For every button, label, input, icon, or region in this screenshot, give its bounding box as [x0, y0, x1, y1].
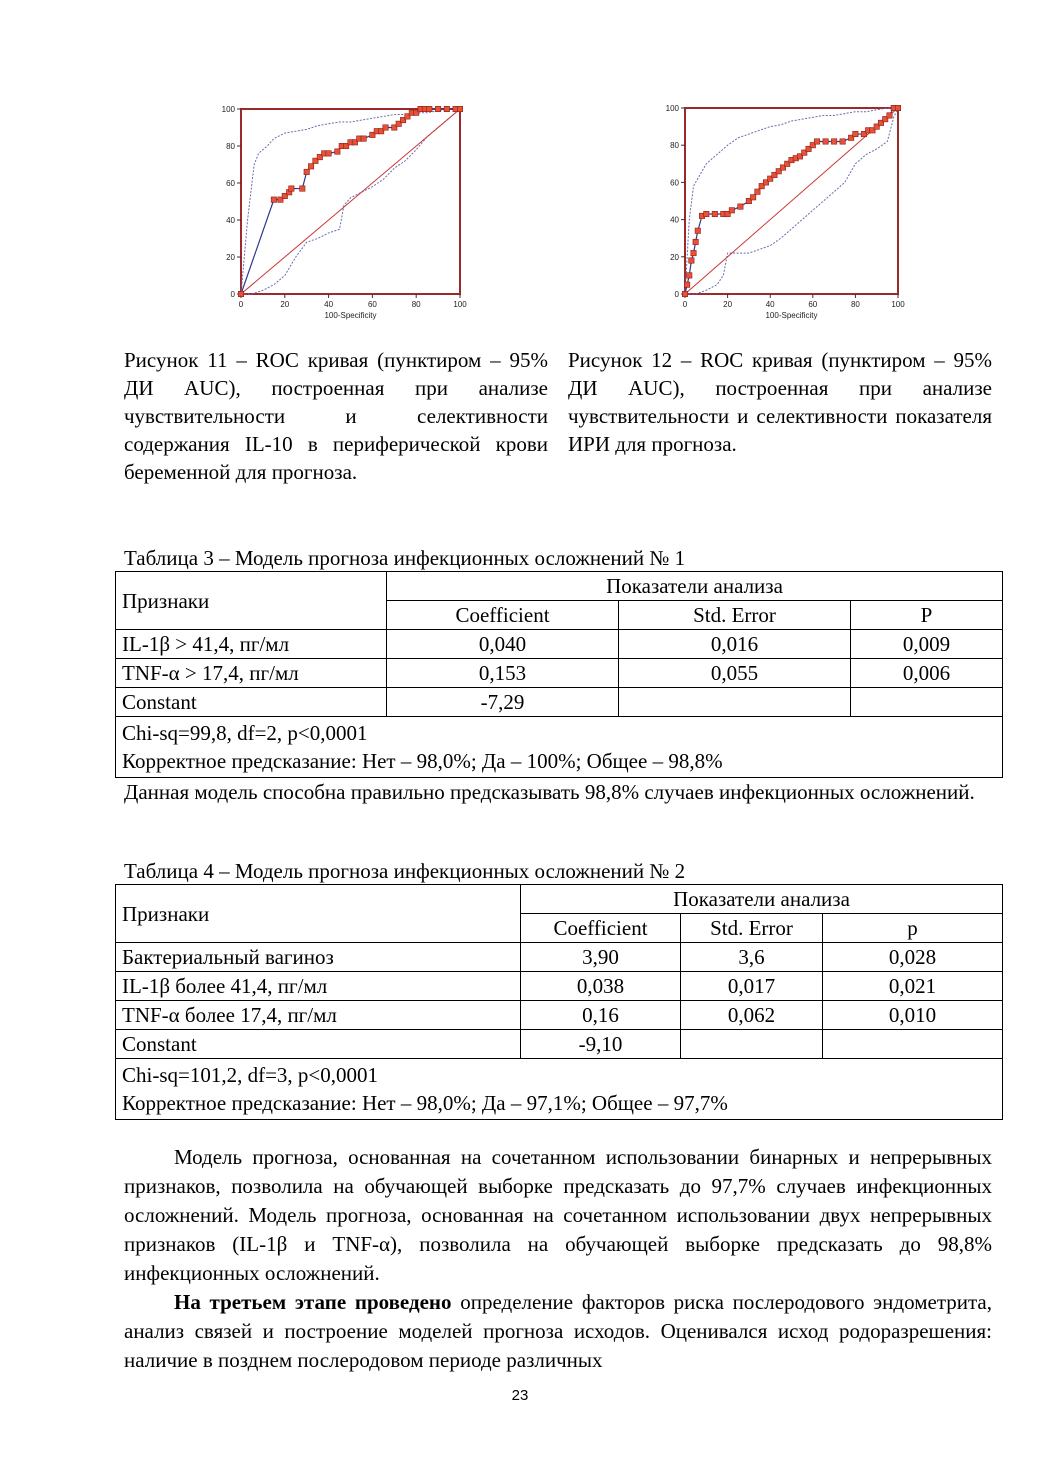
- col-header-std-error: Std. Error: [681, 914, 823, 943]
- table-cell: [823, 1030, 1003, 1059]
- y-tick-label: 100: [665, 104, 679, 113]
- table-3-caption: Таблица 3 – Модель прогноза инфекционных осложнений № 1: [124, 546, 686, 570]
- table-footer-prediction: Корректное предсказание: Нет – 98,0%; Да – 100%; Общее – 98,8%: [122, 749, 723, 773]
- table-cell: TNF-α более 17,4, пг/мл: [116, 1001, 521, 1030]
- col-header-p: p: [823, 914, 1003, 943]
- table-3-conclusion: Данная модель способна правильно предсказывать 98,8% случаев инфекционных осложнений.: [124, 780, 975, 804]
- row-header-cell: Признаки: [116, 885, 521, 943]
- table-row: [116, 1001, 1003, 1030]
- table-cell: 0,021: [823, 972, 1003, 1001]
- y-tick-label: 100: [221, 105, 235, 114]
- roc-point: [444, 106, 449, 111]
- y-tick-label: 80: [670, 141, 679, 151]
- table-cell: 0,006: [851, 659, 1003, 688]
- y-tick-label: 60: [226, 179, 235, 188]
- roc-point: [750, 195, 755, 200]
- table-cell: [619, 688, 851, 717]
- x-tick-label: 80: [411, 300, 421, 309]
- roc-point: [335, 149, 340, 154]
- x-tick-label: 0: [238, 300, 244, 309]
- roc-point: [691, 250, 696, 255]
- table-cell: Бактериальный вагиноз: [116, 943, 521, 972]
- table-cell: [851, 688, 1003, 717]
- roc-point: [695, 228, 700, 233]
- roc-point: [712, 211, 717, 216]
- roc-point: [895, 105, 900, 110]
- table-cell: -7,29: [387, 688, 619, 717]
- col-header-p: P: [851, 601, 1003, 630]
- x-tick-label: 80: [850, 300, 860, 309]
- x-tick-label: 60: [367, 300, 377, 309]
- roc-point: [823, 139, 828, 144]
- table-4: [115, 884, 1003, 1120]
- roc-point: [682, 291, 687, 296]
- figure-12-caption: Рисунок 12 – ROC кривая (пунктиром – 95% ДИ AUC), построенная при анализе чувствительности и селективности показателя ИРИ для прогноза.: [568, 348, 992, 456]
- table-cell: 3,90: [521, 943, 681, 972]
- y-tick-label: 60: [670, 178, 679, 188]
- table-cell: 0,016: [619, 630, 851, 659]
- table-row: [116, 972, 1003, 1001]
- roc-point: [689, 258, 694, 263]
- x-tick-label: 20: [280, 300, 290, 309]
- x-tick-label: 40: [324, 300, 334, 309]
- y-tick-label: 20: [670, 252, 679, 262]
- roc-point: [427, 106, 432, 111]
- table-row: [116, 1030, 1003, 1059]
- roc-point: [435, 106, 440, 111]
- table-cell: -9,10: [521, 1030, 681, 1059]
- table-row: [116, 688, 1003, 717]
- table-cell: 0,028: [823, 943, 1003, 972]
- x-tick-label: 0: [682, 300, 688, 309]
- y-tick-label: 80: [226, 142, 235, 151]
- col-header-coefficient: Coefficient: [387, 601, 619, 630]
- roc-point: [831, 139, 836, 144]
- table-row: [116, 630, 1003, 659]
- table-header-row: [116, 885, 1003, 914]
- roc-point: [361, 136, 366, 141]
- roc-point: [853, 131, 858, 136]
- x-tick-label: 100: [453, 300, 467, 309]
- roc-chart-figure-12: [650, 92, 915, 332]
- paragraph-lead-bold: На третьем этапе проведено: [174, 1290, 452, 1314]
- roc-point: [755, 189, 760, 194]
- roc-point: [300, 186, 305, 191]
- table-footer-row: [116, 717, 1003, 778]
- group-header-cell: Показатели анализа: [521, 885, 1003, 914]
- roc-point: [814, 139, 819, 144]
- roc-point: [687, 273, 692, 278]
- x-tick-label: 60: [808, 300, 818, 309]
- table-cell: 0,16: [521, 1001, 681, 1030]
- table-cell: IL-1β более 41,4, пг/мл: [116, 972, 521, 1001]
- y-tick-label: 40: [226, 216, 235, 225]
- x-tick-label: 20: [723, 300, 733, 309]
- table-footer-row: [116, 1059, 1003, 1120]
- x-axis-label: 100-Specificity: [765, 311, 818, 320]
- table-cell: TNF-α > 17,4, пг/мл: [116, 659, 387, 688]
- roc-point: [308, 164, 313, 169]
- x-tick-label: 100: [891, 300, 905, 309]
- roc-point: [289, 186, 294, 191]
- col-header-coefficient: Coefficient: [521, 914, 681, 943]
- table-4-caption: Таблица 4 – Модель прогноза инфекционных осложнений № 2: [124, 859, 686, 883]
- roc-point: [693, 239, 698, 244]
- y-tick-label: 0: [674, 290, 679, 299]
- table-cell: IL-1β > 41,4, пг/мл: [116, 630, 387, 659]
- table-footer-chi-sq: Chi-sq=101,2, df=3, p<0,0001: [122, 1063, 379, 1087]
- roc-point: [238, 291, 243, 296]
- table-cell: 0,055: [619, 659, 851, 688]
- table-footer-prediction: Корректное предсказание: Нет – 98,0%; Да – 97,1%; Общее – 97,7%: [122, 1091, 728, 1115]
- table-cell: 0,038: [521, 972, 681, 1001]
- table-footer-chi-sq: Chi-sq=99,8, df=2, p<0,0001: [122, 721, 368, 745]
- roc-point: [271, 197, 276, 202]
- x-axis-label: 100-Specificity: [324, 311, 377, 320]
- roc-point: [457, 106, 462, 111]
- roc-point: [840, 139, 845, 144]
- roc-point: [304, 169, 309, 174]
- roc-point: [326, 151, 331, 156]
- body-paragraph-2: [124, 1288, 992, 1375]
- col-header-std-error: Std. Error: [619, 601, 851, 630]
- y-tick-label: 0: [230, 290, 235, 299]
- roc-point: [738, 204, 743, 209]
- table-header-row: [116, 572, 1003, 601]
- table-cell: Constant: [116, 1030, 521, 1059]
- body-paragraph-1: Модель прогноза, основанная на сочетанном использовании бинарных и непрерывных признаков, позволила на обучающей выборке предсказать до 97,7% случаев инфекционных осложнений. Модель прогноза, основанная на сочетанном использовании двух непрерывных признаков (IL-1β и TNF-α), позволила на обучающей выборке предсказать до 98,8% инфекционных осложнений.: [124, 1145, 992, 1285]
- row-header-cell: Признаки: [116, 572, 387, 630]
- roc-point: [729, 208, 734, 213]
- table-cell: 0,010: [823, 1001, 1003, 1030]
- table-cell: [681, 1030, 823, 1059]
- paragraph-text: определение факторов риска послеродового эндометрита, анализ связей и построение моделей прогноза исходов. Оценивался исход родоразрешения: наличие в позднем послеродовом периоде различных: [124, 1290, 992, 1372]
- page-number: 23: [511, 1387, 529, 1404]
- table-footer-cell: [116, 717, 1003, 778]
- roc-point: [684, 282, 689, 287]
- roc-point: [704, 211, 709, 216]
- y-tick-label: 40: [670, 215, 679, 225]
- table-cell: 0,040: [387, 630, 619, 659]
- figure-11-caption: Рисунок 11 – ROC кривая (пунктиром – 95% ДИ AUC), построенная при анализе чувствительности и селективности содержания IL-10 в периферической крови беременной для прогноза.: [124, 348, 548, 484]
- roc-chart-figure-11: [205, 92, 480, 332]
- table-footer-cell: [116, 1059, 1003, 1120]
- table-cell: 0,062: [681, 1001, 823, 1030]
- table-cell: 3,6: [681, 943, 823, 972]
- y-tick-label: 20: [226, 253, 235, 262]
- table-3: [115, 571, 1003, 778]
- table-cell: 0,009: [851, 630, 1003, 659]
- table-cell: Constant: [116, 688, 387, 717]
- x-tick-label: 40: [765, 300, 775, 309]
- table-cell: 0,153: [387, 659, 619, 688]
- table-cell: 0,017: [681, 972, 823, 1001]
- group-header-cell: Показатели анализа: [387, 572, 1003, 601]
- roc-point: [887, 113, 892, 118]
- roc-point: [383, 125, 388, 130]
- table-row: [116, 659, 1003, 688]
- table-row: [116, 943, 1003, 972]
